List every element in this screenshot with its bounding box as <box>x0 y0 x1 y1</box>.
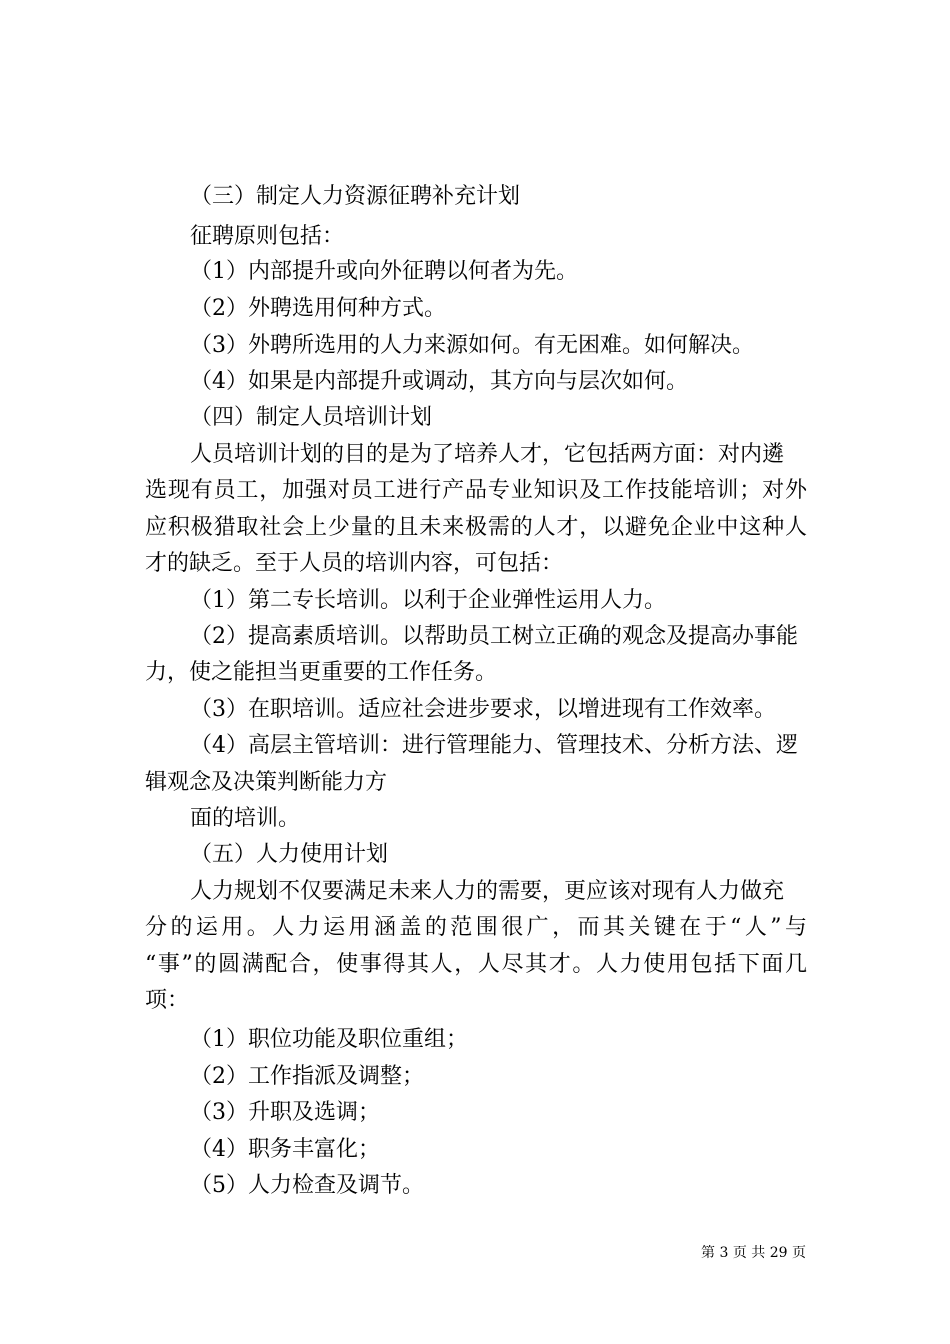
list-item: （2）提高素质培训。以帮助员工树立正确的观念及提高办事能 <box>190 624 798 649</box>
paragraph-line: 人员培训计划的目的是为了培养人才，它包括两方面：对内遴 <box>190 442 785 467</box>
list-item: （4）高层主管培训：进行管理能力、管理技术、分析方法、逻 <box>190 733 798 758</box>
paragraph-line: 才的缺乏。至于人员的培训内容，可包括： <box>145 551 564 576</box>
paragraph-line: 分的运用。人力运用涵盖的范围很广，而其关键在于“人”与 <box>145 915 807 940</box>
list-item: （4）如果是内部提升或调动，其方向与层次如何。 <box>190 369 688 394</box>
list-item: （4）职务丰富化； <box>190 1137 380 1162</box>
list-item: （2）工作指派及调整； <box>190 1064 424 1089</box>
paragraph-line: 面的培训。 <box>190 806 301 831</box>
list-item: （1）第二专长培训。以利于企业弹性运用人力。 <box>190 588 666 613</box>
list-item: （2）外聘选用何种方式。 <box>190 296 446 321</box>
page-number: 第 3 页 共 29 页 <box>701 1245 806 1261</box>
paragraph-line: 人力规划不仅要满足未来人力的需要，更应该对现有人力做充 <box>190 879 785 904</box>
paragraph-line: 项： <box>145 988 190 1013</box>
list-item: （3）在职培训。适应社会进步要求，以增进现有工作效率。 <box>190 697 776 722</box>
list-item: （3）升职及选调； <box>190 1100 380 1125</box>
section-heading-utilization: （五）人力使用计划 <box>190 842 389 867</box>
paragraph-line: “事”的圆满配合，使事得其人，人尽其才。人力使用包括下面几 <box>145 952 807 977</box>
list-item: （1）内部提升或向外征聘以何者为先。 <box>190 259 578 284</box>
section-heading-recruitment: （三）制定人力资源征聘补充计划 <box>190 184 521 209</box>
list-item: （1）职位功能及职位重组； <box>190 1027 468 1052</box>
paragraph-line: 征聘原则包括： <box>190 224 345 249</box>
list-item: （3）外聘所选用的人力来源如何。有无困难。如何解决。 <box>190 333 754 358</box>
paragraph-line: 辑观念及决策判断能力方 <box>145 770 388 795</box>
paragraph-line: 力，使之能担当更重要的工作任务。 <box>145 660 498 685</box>
list-item: （5）人力检查及调节。 <box>190 1173 424 1198</box>
paragraph-line: 应积极猎取社会上少量的且未来极需的人才，以避免企业中这种人 <box>145 515 807 540</box>
section-heading-training: （四）制定人员培训计划 <box>190 405 433 430</box>
paragraph-line: 选现有员工，加强对员工进行产品专业知识及工作技能培训；对外 <box>145 478 807 503</box>
